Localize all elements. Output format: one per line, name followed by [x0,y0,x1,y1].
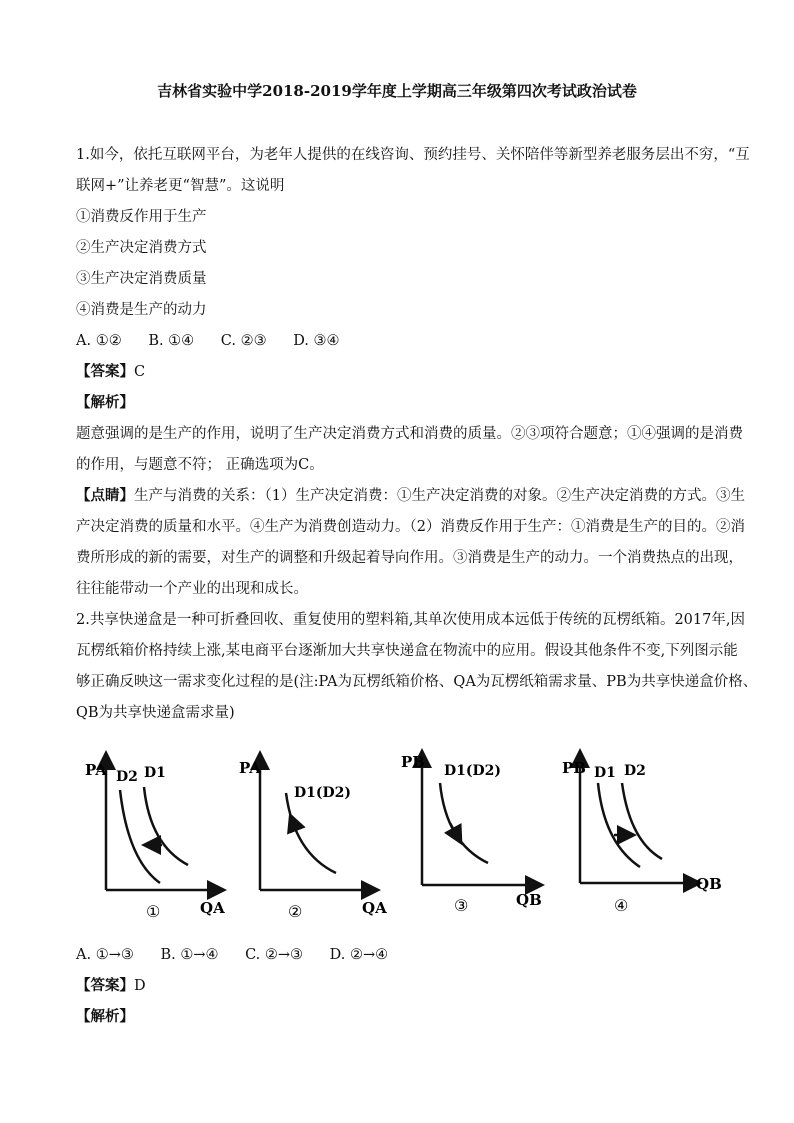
q2-option-a: A. ①→③ [76,947,134,963]
demand-graph-1 [82,745,242,935]
q2-option-d: D. ②→④ [329,947,389,963]
q2-analysis-label: 【解析】 [76,1008,134,1025]
q1-item-4: ④消费是生产的动力 [76,302,207,318]
q2-answer-value: D [134,978,146,994]
demand-curve-d1 [144,787,188,865]
q2-answer [76,976,726,996]
q1-analysis-label: 【解析】 [76,394,134,411]
q2-answer-label: 【答案】 [76,977,134,994]
q1-option-c: C. ②③ [220,333,267,349]
q1-answer-value: C [134,364,146,380]
movement-down-arrow [450,823,460,841]
curve-label: D1(D2) [444,763,502,779]
q2-stem-line3: 够正确反映这一需求变化过程的是(注:PA为瓦楞纸箱价格、QA为瓦楞纸箱需求量、PB为共享快递盒价格、 [76,674,758,690]
q1-point-label: 【点睛】 [76,487,134,504]
demand-curve-d2 [120,790,160,883]
movement-up-arrow [291,817,296,830]
y-axis-label: PB [562,759,586,777]
q1-item-2: ②生产决定消费方式 [76,240,207,256]
q1-point-line1 [76,486,745,506]
x-axis-label: QA [200,899,225,917]
curve-label-d2: D2 [624,763,646,779]
curve-label: D1(D2) [294,785,352,801]
figure-number: ② [288,902,303,921]
q1-point-text: 生产与消费的关系：（1）生产决定消费：①生产决定消费的对象。②生产决定消费的方式。③生 [134,488,745,504]
q2-stem-line1: 2.共享快递盒是一种可折叠回收、重复使用的塑料箱,其单次使用成本远低于传统的瓦楞纸箱。2017年,因 [76,612,745,628]
q2-stem-line2: 瓦楞纸箱价格持续上涨,某电商平台逐渐加大共享快递盒在物流中的应用。假设其他条件不变,下列图示能 [76,643,738,659]
demand-graph-4 [562,745,730,935]
demand-curve-d2 [622,783,662,859]
q1-item-1: ①消费反作用于生产 [76,209,207,225]
q1-point-line4: 往往能带动一个产业的出现和成长。 [76,581,308,597]
q1-option-b: B. ①④ [148,333,195,349]
x-axis-label: QA [362,899,387,917]
q1-stem-line1: 1.如今，依托互联网平台，为老年人提供的在线咨询、预约挂号、关怀陪伴等新型养老服务层出不穷，“互 [76,147,750,163]
x-axis-label: QB [516,891,542,909]
q1-item-3: ③生产决定消费质量 [76,271,207,287]
q1-option-a: A. ①② [76,333,122,349]
q1-answer-label: 【答案】 [76,363,134,380]
q1-point-line2: 产决定消费的质量和水平。④生产为消费创造动力。（2）消费反作用于生产：①消费是生产的目的。②消 [76,519,745,535]
figure-number: ④ [614,896,629,915]
q1-analysis-line2: 的作用，与题意不符； 正确选项为C。 [76,457,324,473]
q2-option-c: C. ②→③ [245,947,304,963]
demand-curve [286,793,336,873]
q1-stem-line2: 联网+”让养老更“智慧”。这说明 [76,178,285,194]
demand-graph-3 [398,745,558,935]
demand-curve [440,783,488,863]
curve-label-d1: D1 [594,765,616,781]
y-axis-label: PA [239,759,261,777]
q1-point-line3: 费所形成的新的需要，对生产的调整和升级起着导向作用。③消费是生产的动力。一个消费热点的出现， [76,550,743,566]
curve-label-d1: D1 [144,765,166,781]
q2-stem-line4: QB为共享快递盒需求量) [76,705,235,721]
q2-option-b: B. ①→④ [160,947,219,963]
y-axis-label: PB [401,753,425,771]
demand-graph-2 [236,745,396,935]
y-axis-label: PA [85,761,107,779]
q2-options [76,945,726,965]
x-axis-label: QB [696,875,722,893]
q1-option-d: D. ③④ [293,333,340,349]
q1-answer [76,362,726,382]
figure-number: ③ [454,896,469,915]
q1-analysis-line1: 题意强调的是生产的作用，说明了生产决定消费方式和消费的质量。②③项符合题意；①④强调的是消费 [76,426,743,442]
q1-options [76,331,726,351]
page-title: 吉林省实验中学2018-2019学年度上学期高三年级第四次考试政治试卷 [157,82,637,100]
curve-label-d2: D2 [116,769,138,785]
figure-number: ① [146,902,161,921]
